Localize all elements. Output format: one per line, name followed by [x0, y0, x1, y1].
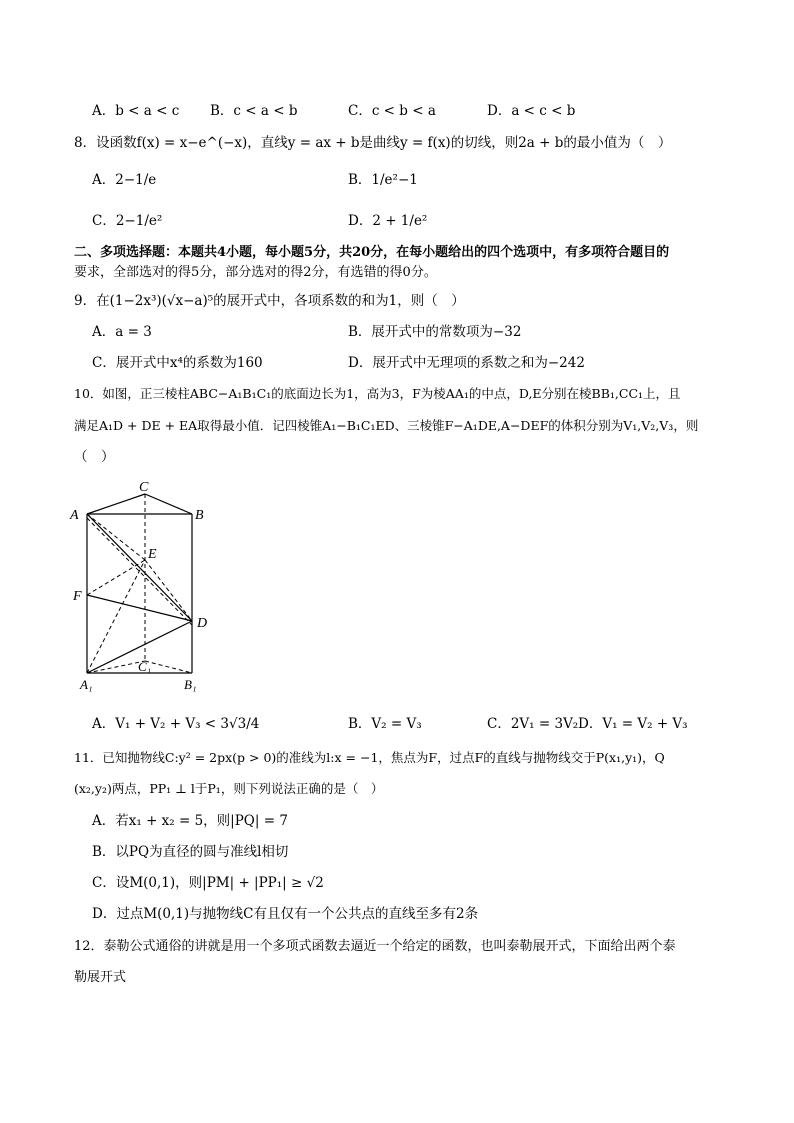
label-c: C [139, 480, 149, 495]
label-b: B [195, 508, 204, 523]
q9-option-a: A．a = 3 [92, 324, 152, 340]
edge-ac [87, 494, 145, 514]
q7-option-a: A．b < a < c [92, 103, 180, 119]
q9-option-b: B．展开式中的常数项为−32 [348, 324, 522, 340]
label-a: A [70, 508, 79, 523]
q11-stem-line1: 11．已知抛物线C:y² = 2px(p > 0)的准线为l:x = −1，焦点为F，过点F的直线与抛物线交于P(x₁,y₁)，Q [74, 750, 665, 765]
q9-stem: 9．在(1−2x³)(√x−a)⁵的展开式中，各项系数的和为1，则（ ） [74, 293, 465, 309]
q11-option-c: C．设M(0,1)，则|PM| + |PP₁| ≥ √2 [92, 875, 324, 891]
segment-ed [145, 560, 192, 621]
q10-option-a: A．V₁ + V₂ + V₃ < 3√3/4 [92, 716, 260, 732]
q7-option-b: B．c < a < b [210, 103, 298, 119]
q8-option-a: A．2−1/e [92, 172, 157, 188]
q8-option-b: B．1/e²−1 [348, 172, 418, 188]
label-a1: A₁ [80, 677, 93, 692]
edge-cb [145, 494, 192, 514]
q9-option-d: D．展开式中无理项的系数之和为−242 [348, 355, 585, 371]
q9-option-c: C．展开式中x⁴的系数为160 [92, 355, 263, 371]
q10-option-b: B．V₂ = V₃ [348, 716, 422, 732]
q8-option-d: D．2 + 1/e² [348, 213, 428, 229]
edge-a1c1 [87, 661, 145, 673]
q10-stem-line2: 满足A₁D + DE + EA取得最小值．记四棱锥A₁−B₁C₁ED、三棱锥F−A₁DE,A−DEF的体积分别为V₁,V₂,V₃，则 [74, 418, 699, 433]
label-f: F [73, 589, 82, 604]
label-b1: B₁ [184, 677, 197, 692]
q11-option-a: A．若x₁ + x₂ = 5，则|PQ| = 7 [92, 813, 288, 829]
segment-ae [87, 514, 145, 560]
q11-option-b: B．以PQ为直径的圆与准线l相切 [92, 844, 289, 860]
label-e: E [148, 547, 157, 562]
q10-stem-line3: （ ） [74, 449, 115, 465]
q12-stem-line2: 勒展开式 [74, 970, 127, 985]
q12-stem-line1: 12．泰勒公式通俗的讲就是用一个多项式函数去逼近一个给定的函数，也叫泰勒展开式，下面给出两个泰 [74, 939, 676, 954]
q8-stem: 8．设函数f(x) = x−e^(−x)，直线y = ax + b是曲线y = f(x)的切线，则2a + b的最小值为（ ） [74, 135, 672, 151]
q7-option-c: C．c < b < a [348, 103, 436, 119]
segment-a1e [87, 560, 145, 673]
edge-c1b1 [145, 661, 192, 673]
section2-heading-line2: 要求，全部选对的得5分，部分选对的得2分，有选错的得0分。 [74, 265, 437, 280]
q11-stem-line2: (x₂,y₂)两点，PP₁ ⊥ l于P₁，则下列说法正确的是（ ） [74, 781, 384, 796]
segment-ad [87, 514, 192, 621]
section2-heading-line1: 二、多项选择题：本题共4小题，每小题5分，共20分，在每小题给出的四个选项中，有多项符合题目的 [74, 245, 670, 260]
q8-option-c: C．2−1/e² [92, 213, 163, 229]
label-d: D [197, 616, 208, 631]
prism-figure [60, 475, 220, 695]
q11-option-d: D．过点M(0,1)与抛物线C有且仅有一个公共点的直线至多有2条 [92, 906, 479, 922]
q10-option-c: C．2V₁ = 3V₂ [487, 716, 579, 732]
q7-option-d: D．a < c < b [487, 103, 576, 119]
q10-stem-line1: 10．如图，正三棱柱ABC−A₁B₁C₁的底面边长为1，高为3，F为棱AA₁的中点，D,E分别在棱BB₁,CC₁上，且 [74, 386, 681, 401]
segment-fd [87, 595, 192, 621]
label-c1: C₁ [138, 659, 152, 674]
q10-option-d: D．V₁ = V₂ + V₃ [578, 716, 688, 732]
